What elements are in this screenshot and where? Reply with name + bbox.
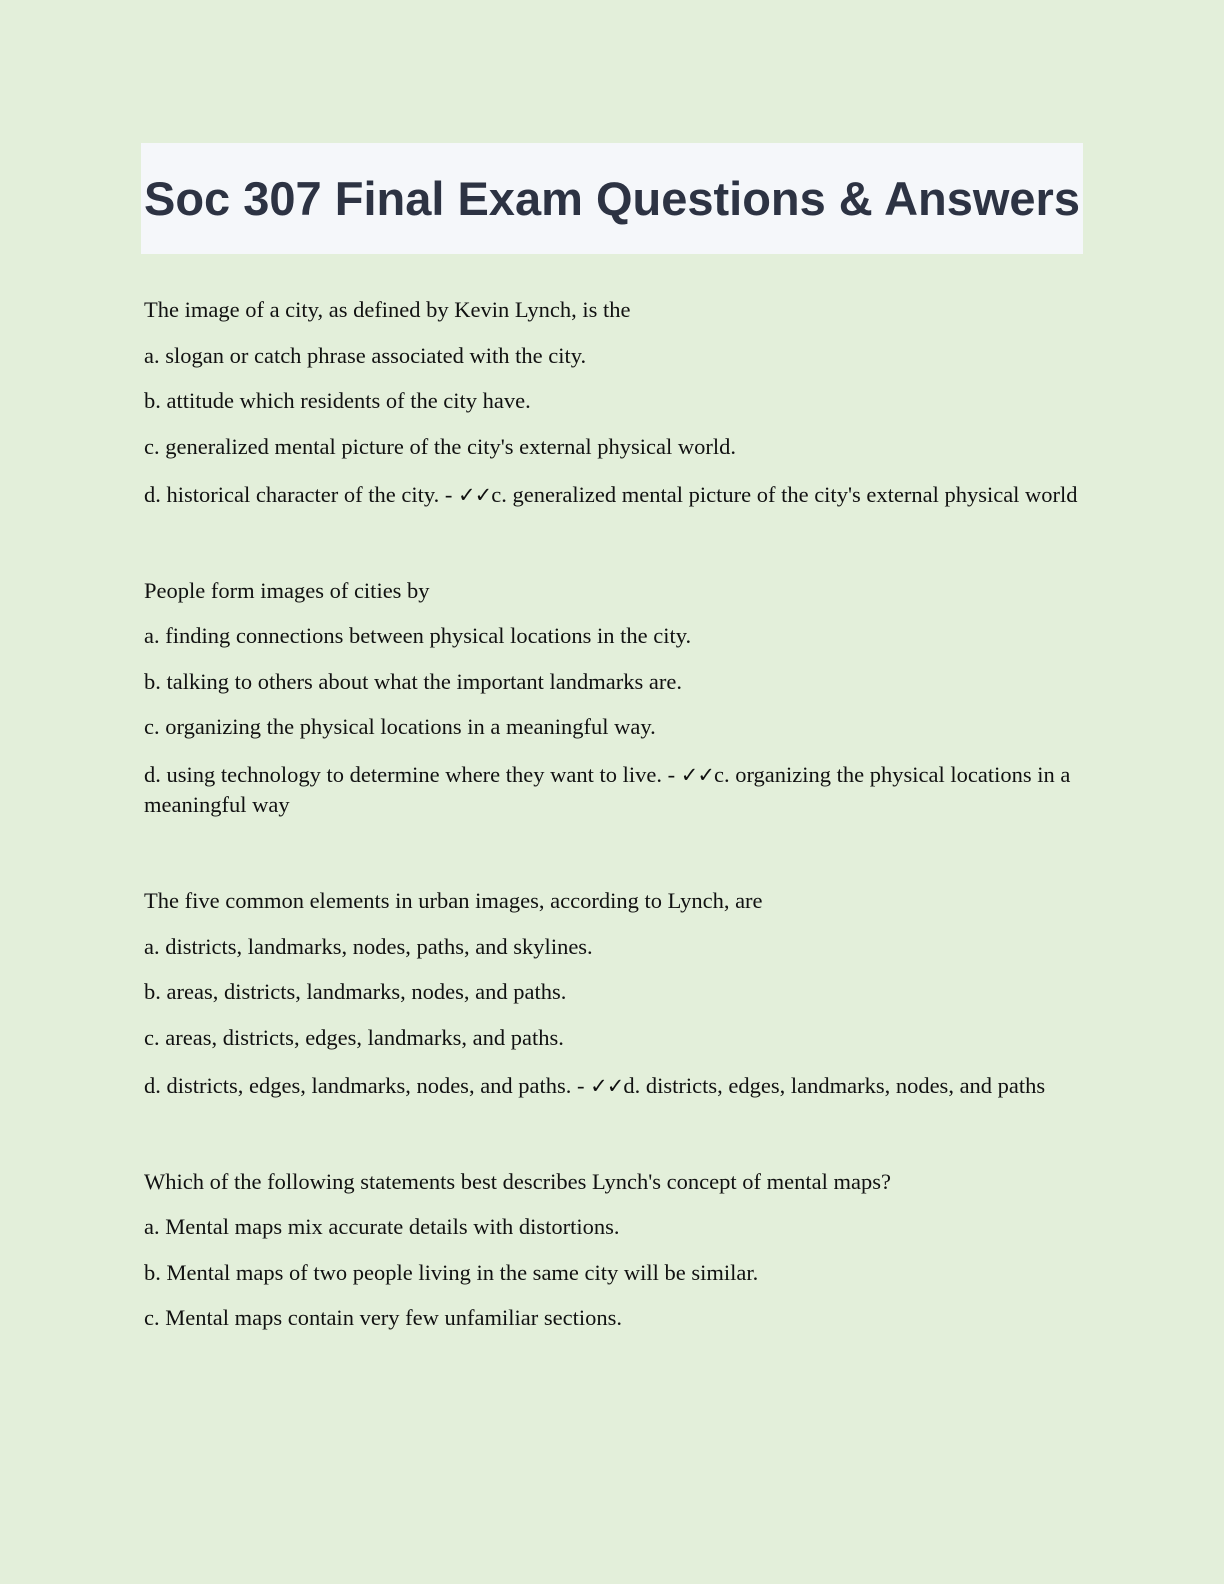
option-d: d. districts, edges, landmarks, nodes, and paths. -: [144, 1072, 591, 1098]
option-d: d. using technology to determine where they want to live. -: [144, 762, 681, 787]
option-d: d. historical character of the city. -: [144, 481, 459, 507]
answer-text: d. districts, edges, landmarks, nodes, and paths: [623, 1072, 1046, 1098]
option-d-with-answer: [144, 1071, 1084, 1101]
option-d-with-answer: [144, 760, 1084, 820]
check-icon: ✓✓: [680, 763, 714, 787]
question-block: [144, 576, 1084, 821]
option-b: b. Mental maps of two people living in the same city will be similar.: [144, 1259, 759, 1285]
check-icon: ✓✓: [590, 1073, 624, 1098]
question-stem: People form images of cities by: [144, 577, 430, 603]
option-c: c. generalized mental picture of the city's external physical world.: [144, 433, 736, 459]
document-body: [144, 295, 1084, 1399]
question-stem: Which of the following statements best describes Lynch's concept of mental maps?: [144, 1168, 891, 1194]
option-d-with-answer: [144, 480, 1084, 510]
question-block: [144, 886, 1084, 1101]
option-a: a. finding connections between physical locations in the city.: [144, 623, 692, 648]
option-b: b. attitude which residents of the city have.: [144, 388, 531, 413]
option-a: a. Mental maps mix accurate details with distortions.: [144, 1214, 620, 1239]
question-stem: The image of a city, as defined by Kevin Lynch, is the: [144, 297, 631, 322]
question-block: [144, 1167, 1084, 1334]
option-c: c. Mental maps contain very few unfamiliar sections.: [144, 1305, 622, 1330]
option-c: c. organizing the physical locations in a meaningful way.: [144, 714, 656, 739]
check-icon: ✓✓: [458, 482, 492, 507]
answer-text: c. generalized mental picture of the city's external physical world: [491, 481, 1078, 507]
answer-text: c. organizing the physical locations in a meaningful way: [144, 762, 1071, 817]
question-stem: The five common elements in urban images, according to Lynch, are: [144, 888, 763, 913]
option-b: b. areas, districts, landmarks, nodes, and paths.: [144, 979, 567, 1004]
option-b: b. talking to others about what the important landmarks are.: [144, 668, 682, 694]
option-c: c. areas, districts, edges, landmarks, and paths.: [144, 1024, 564, 1050]
question-block: [144, 295, 1084, 510]
title-banner: [141, 143, 1083, 254]
option-a: a. slogan or catch phrase associated with the city.: [144, 342, 587, 368]
document-title: Soc 307 Final Exam Questions & Answers: [144, 172, 1080, 225]
option-a: a. districts, landmarks, nodes, paths, and skylines.: [144, 933, 593, 959]
